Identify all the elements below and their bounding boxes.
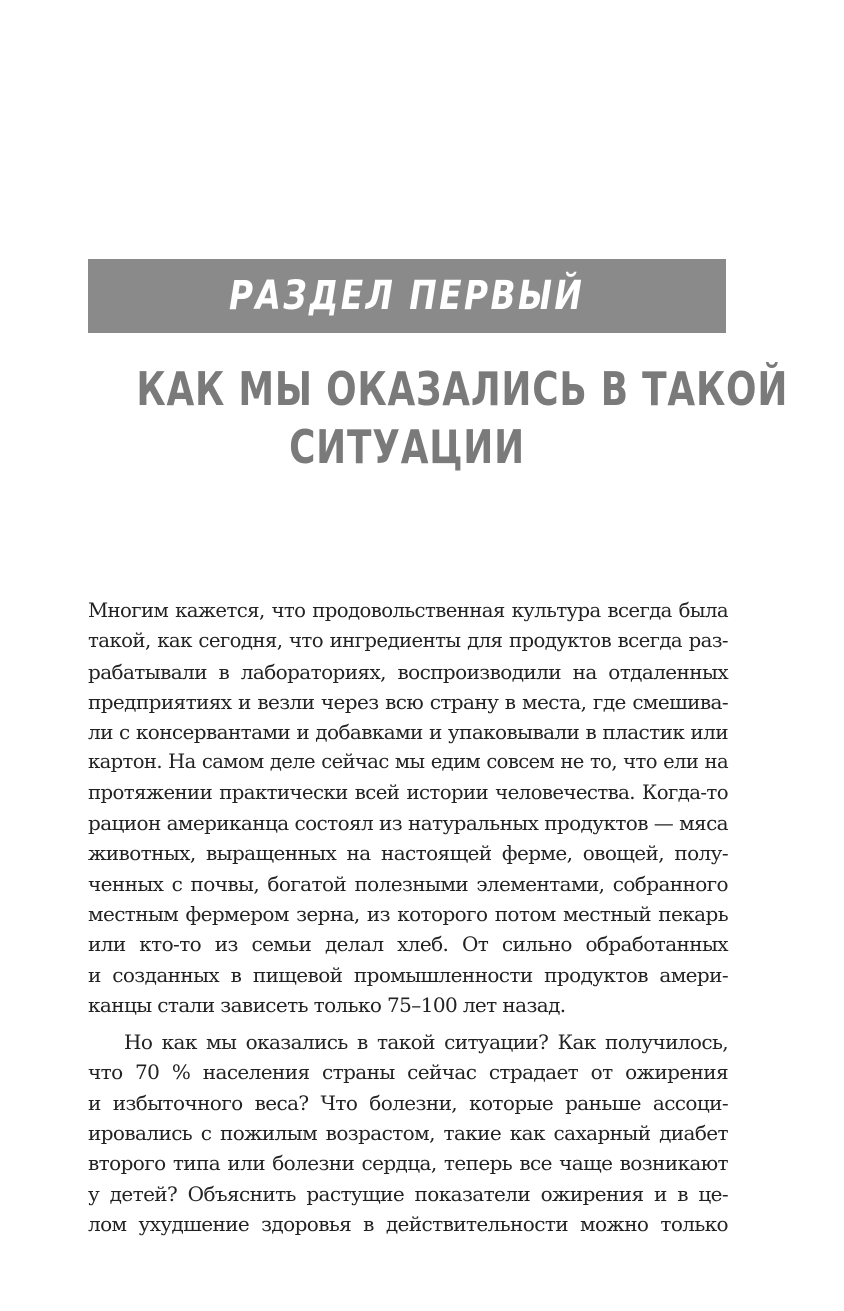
text-line: местным фермером зерна, из которого потом местный пекарь — [88, 901, 728, 926]
text-line: рабатывали в лабораториях, воспроизводили на отдаленных — [88, 659, 728, 684]
text-line: ченных с почвы, богатой полезными элементами, собранного — [88, 871, 728, 896]
text-line: ировались с пожилым возрастом, такие как сахарный диабет — [88, 1121, 728, 1146]
body-text — [88, 596, 728, 1239]
text-line: и избыточного веса? Что болезни, которые раньше ассоци- — [88, 1090, 728, 1115]
text-line: такой, как сегодня, что ингредиенты для продуктов всегда раз- — [88, 629, 728, 653]
text-line: Многим кажется, что продовольственная культура всегда была — [88, 599, 728, 622]
text-line: что 70 % населения страны сейчас страдает от ожирения — [88, 1060, 728, 1085]
paragraph-1 — [88, 596, 728, 1020]
paragraph-2 — [88, 1027, 728, 1239]
text-line: предприятиях и везли через всю страну в места, где смешива- — [88, 689, 728, 714]
text-line: канцы стали зависеть только 75–100 лет назад. — [88, 992, 566, 1017]
chapter-title-line: КАК МЫ ОКАЗАЛИСЬ В ТАКОЙ — [136, 362, 789, 416]
text-line: и созданных в пищевой промышленности продуктов амери- — [88, 962, 728, 987]
chapter-title-line: СИТУАЦИИ — [289, 420, 525, 474]
text-line: Но как мы оказались в такой ситуации? Как получилось, — [124, 1030, 728, 1055]
text-line: ли с консервантами и добавками и упаковывали в пластик или — [88, 720, 728, 745]
text-line: лом ухудшение здоровья в действительности можно только — [88, 1211, 728, 1236]
text-line: у детей? Объяснить растущие показатели ожирения и в це- — [88, 1181, 728, 1206]
text-line: протяжении практически всей истории человечества. Когда-то — [88, 780, 728, 804]
chapter-title — [60, 360, 789, 476]
section-label: РАЗДЕЛ ПЕРВЫЙ — [229, 273, 585, 319]
text-line: картон. На самом деле сейчас мы едим совсем не то, что ели на — [88, 750, 728, 774]
text-line: или кто-то из семьи делал хлеб. От сильно обработанных — [88, 932, 728, 957]
section-banner — [88, 259, 726, 333]
text-line: второго типа или болезни сердца, теперь все чаще возникают — [88, 1151, 728, 1176]
text-line: рацион американца состоял из натуральных продуктов — мяса — [88, 811, 728, 836]
text-line: животных, выращенных на настоящей ферме, овощей, полу- — [88, 841, 728, 866]
